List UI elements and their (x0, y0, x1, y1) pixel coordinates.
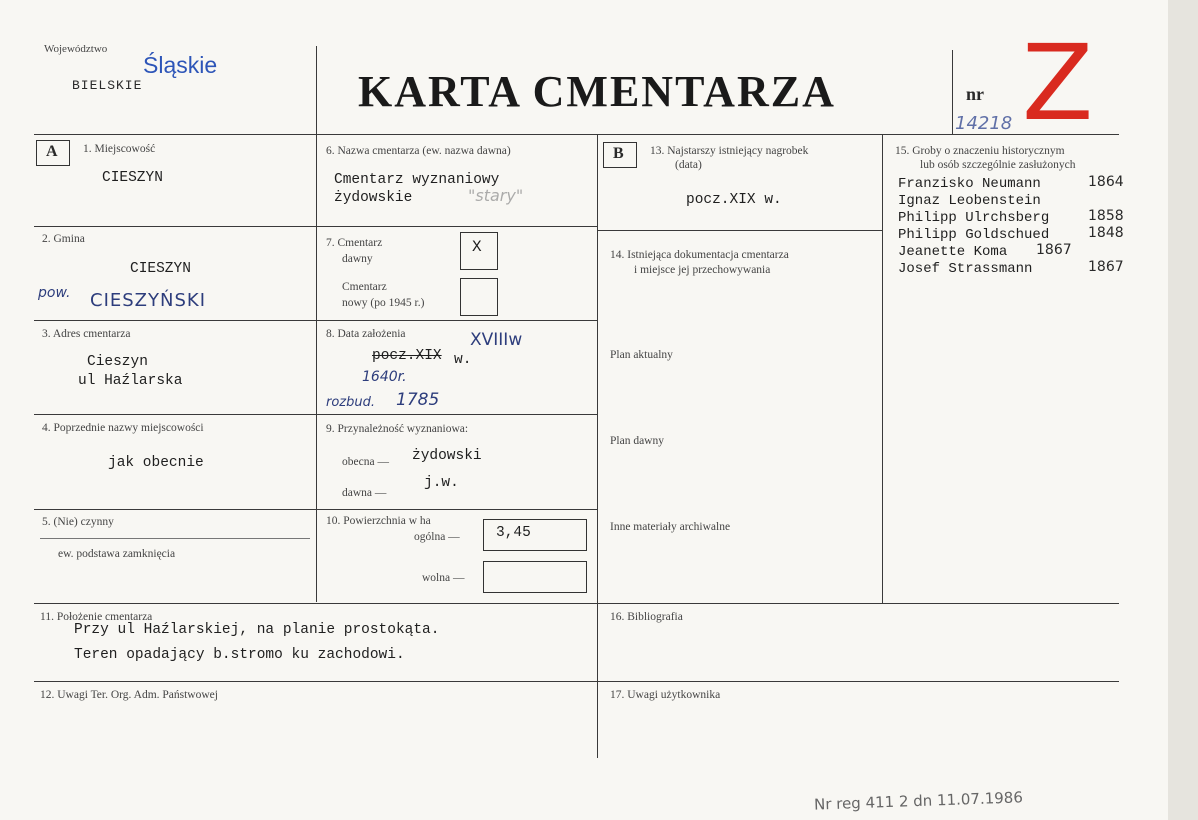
field-1-value: CIESZYN (102, 170, 163, 186)
field-8-hand-century: XVIIIw (470, 330, 523, 350)
field-14-label-1: 14. Istniejąca dokumentacja cmentarza (610, 249, 789, 261)
wojewodztwo-label: Województwo (44, 43, 108, 55)
field-7-nowy-box[interactable] (460, 278, 498, 316)
field-3-label: 3. Adres cmentarza (42, 328, 131, 340)
grave-name: Philipp Goldschued (898, 227, 1050, 243)
field-7-nowy-line1: Cmentarz (342, 281, 387, 293)
rule-col2-col3 (597, 134, 598, 758)
field-11-line1: Przy ul Haźlarskiej, na planie prostokąta. (74, 622, 440, 638)
field-9-dawna-value: j.w. (424, 475, 459, 491)
page-edge (1168, 0, 1198, 820)
field-9-obecna-label: obecna — (342, 456, 389, 468)
field-10-label: 10. Powierzchnia w ha (326, 515, 431, 527)
nr-label: nr (966, 84, 984, 104)
field-6-hand: "stary" (468, 186, 524, 205)
field-10-ogolna-value: 3,45 (496, 525, 531, 541)
rule-col2-r1 (316, 226, 598, 227)
grave-row (898, 225, 1133, 242)
grave-year: 1864 (1088, 174, 1124, 190)
field-2-label: 2. Gmina (42, 233, 85, 245)
grave-year: 1867 (1036, 242, 1072, 258)
card-title: KARTA CMENTARZA (358, 67, 836, 116)
rule-col1-r3 (34, 414, 316, 415)
field-5-underline (40, 538, 310, 539)
grave-name: Philipp Ulrchsberg (898, 210, 1050, 226)
field-15-label-1: 15. Groby o znaczeniu historycznym (895, 145, 1065, 157)
rule-bottom-1 (34, 603, 1119, 604)
field-9-obecna-value: żydowski (412, 448, 482, 464)
field-8-typed-w: w. (454, 352, 472, 368)
field-12-label: 12. Uwagi Ter. Org. Adm. Państwowej (40, 689, 218, 701)
field-5-label: 5. (Nie) czynny (42, 516, 114, 528)
rule-col2-r4 (316, 509, 598, 510)
grave-year: 1848 (1088, 225, 1124, 241)
rule-col2-r2 (316, 320, 598, 321)
grave-year: 1867 (1088, 259, 1124, 275)
field-7-nowy-line2: nowy (po 1945 r.) (342, 297, 425, 309)
field-13-label-1: 13. Najstarszy istniejący nagrobek (650, 145, 809, 157)
rule-col1-r4 (34, 509, 316, 510)
field-13-value: pocz.XIX w. (686, 192, 782, 208)
grave-name: Ignaz Leobenstein (898, 193, 1041, 209)
rule-col2-r3 (316, 414, 598, 415)
grave-name: Jeanette Koma (898, 244, 1008, 260)
field-3-line1: Cieszyn (87, 354, 148, 370)
field-1-label: 1. Miejscowość (83, 143, 156, 155)
section-b-letter: B (613, 145, 624, 162)
field-9-dawna-label: dawna — (342, 487, 387, 499)
field-17-label: 17. Uwagi użytkownika (610, 689, 721, 701)
field-2-hand-value: CIESZYŃSKI (90, 290, 207, 311)
field-8-hand-2-prefix: rozbud. (326, 395, 375, 410)
field-8-label: 8. Data założenia (326, 328, 406, 340)
inne-materialy-label: Inne materiały archiwalne (610, 521, 731, 533)
field-11-line2: Teren opadający b.stromo ku zachodowi. (74, 647, 405, 663)
grave-year: 1858 (1088, 208, 1124, 224)
section-a-letter: A (46, 143, 58, 160)
field-8-typed-struck: pocz.XIX (372, 348, 442, 364)
grave-row (898, 174, 1133, 191)
old-region-label: BIELSKIE (72, 78, 143, 93)
rule-col1-col2 (316, 46, 317, 602)
grave-row (898, 242, 1133, 259)
rule-title-nr (952, 50, 953, 134)
field-11-label: 11. Położenie cmentarza (40, 611, 153, 623)
field-10-wolna-label: wolna — (422, 572, 465, 584)
field-7-mark: X (472, 238, 482, 256)
plan-dawny-label: Plan dawny (610, 435, 664, 447)
rule-col3-r1 (598, 230, 882, 231)
field-7-dawny: dawny (342, 253, 373, 265)
rule-col1-r1 (34, 226, 316, 227)
grave-row (898, 191, 1133, 208)
rule-col3-col4 (882, 134, 883, 604)
field-15-label-2: lub osób szczególnie zasłużonych (920, 159, 1076, 171)
field-4-label: 4. Poprzednie nazwy miejscowości (42, 422, 204, 434)
footer-registration-note: Nr reg 411 2 dn 11.07.1986 (813, 788, 1024, 814)
field-2-hand-prefix: pow. (38, 285, 71, 301)
rule-bottom-2 (34, 681, 1119, 682)
field-9-label: 9. Przynależność wyznaniowa: (326, 423, 469, 435)
rule-top (34, 134, 1119, 135)
field-3-line2: ul Haźlarska (78, 373, 183, 389)
field-16-label: 16. Bibliografia (610, 611, 683, 623)
field-10-wolna-box[interactable] (483, 561, 587, 593)
field-4-value: jak obecnie (108, 455, 204, 471)
grave-name: Josef Strassmann (898, 261, 1033, 277)
field-8-hand-2: 1785 (396, 390, 440, 410)
field-6-line2: żydowskie (334, 190, 413, 206)
grave-name: Franzisko Neumann (898, 176, 1041, 192)
wojewodztwo-stamp: Śląskie (143, 52, 218, 78)
field-13-label-2: (data) (675, 159, 702, 171)
field-6-label: 6. Nazwa cmentarza (ew. nazwa dawna) (326, 145, 511, 157)
field-7-label: 7. Cmentarz (326, 237, 383, 249)
nr-letter-stamp: Z (1022, 22, 1094, 144)
field-8-hand-1: 1640r. (362, 369, 407, 385)
field-6-line1: Cmentarz wyznaniowy (334, 172, 500, 188)
nr-handwritten: 14218 (955, 113, 1013, 134)
rule-col1-r2 (34, 320, 316, 321)
plan-aktualny-label: Plan aktualny (610, 349, 673, 361)
graves-list (898, 174, 1133, 276)
field-5-sub: ew. podstawa zamknięcia (58, 548, 176, 560)
grave-row (898, 208, 1133, 225)
field-14-label-2: i miejsce jej przechowywania (634, 264, 771, 276)
field-2-value: CIESZYN (130, 261, 191, 277)
grave-row (898, 259, 1133, 276)
field-10-ogolna-label: ogólna — (414, 531, 460, 543)
